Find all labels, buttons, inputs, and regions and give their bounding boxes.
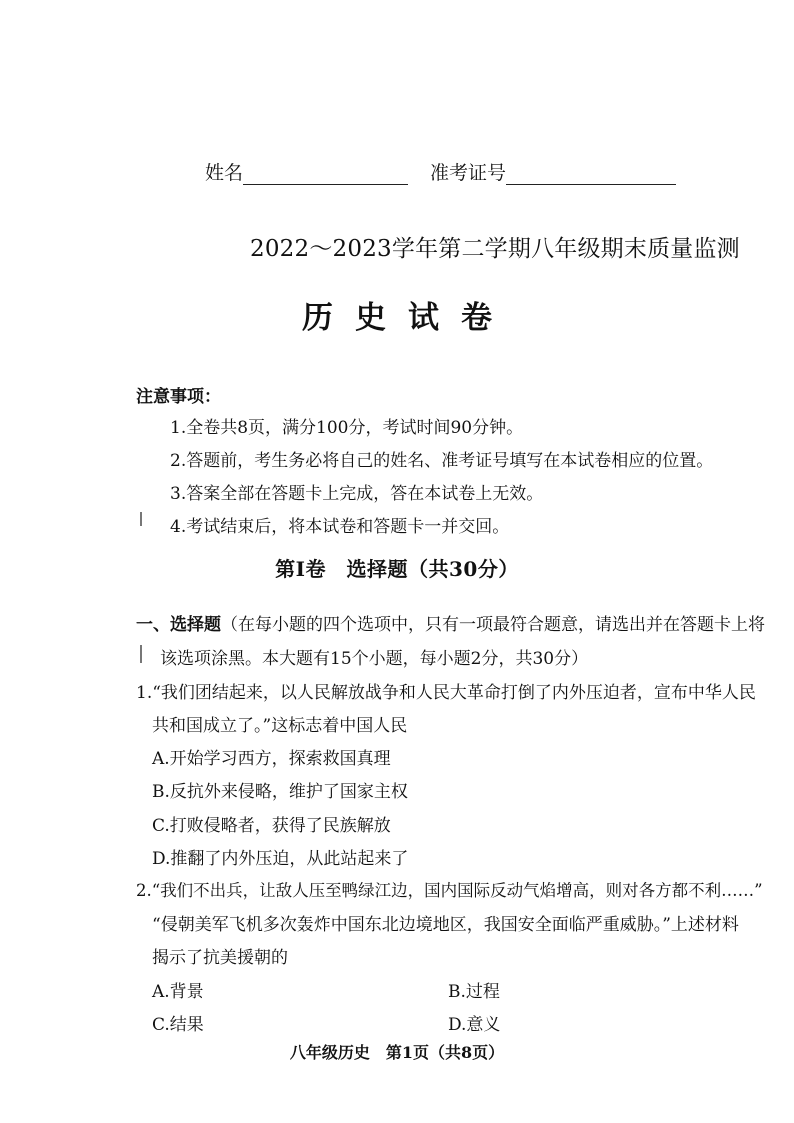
part-one-label: 一、选择题 bbox=[136, 615, 221, 635]
question-2-option-d: D.意义 bbox=[448, 1015, 501, 1035]
section-title: 第Ⅰ卷 选择题（共30分） bbox=[275, 557, 519, 581]
part-one-instruction-line2: 该选项涂黑。本大题有15个小题，每小题2分，共30分） bbox=[160, 649, 589, 669]
name-label: 姓名 bbox=[205, 162, 244, 184]
exam-id-blank bbox=[506, 166, 676, 185]
question-2-stem-cont: 揭示了抗美援朝的 bbox=[152, 948, 288, 968]
question-2-option-c: C.结果 bbox=[152, 1015, 204, 1035]
question-1-option-c: C.打败侵略者，获得了民族解放 bbox=[152, 816, 391, 836]
scan-mark bbox=[140, 512, 142, 526]
question-1-option-b: B.反抗外来侵略，维护了国家主权 bbox=[152, 782, 408, 802]
scan-mark bbox=[140, 645, 142, 663]
notice-item: 1.全卷共8页，满分100分，考试时间90分钟。 bbox=[170, 418, 524, 438]
question-2-stem: 2.“我们不出兵，让敌人压至鸭绿江边，国内国际反动气焰增高，则对各方都不利……” bbox=[136, 881, 763, 900]
question-2-option-a: A.背景 bbox=[152, 982, 204, 1002]
exam-subtitle: 2022～2023学年第二学期八年级期末质量监测 bbox=[250, 236, 740, 262]
question-1-stem: 1.“我们团结起来，以人民解放战争和人民大革命打倒了内外压迫者，宣布中华人民 bbox=[136, 683, 756, 703]
part-one-instruction-line1: （在每小题的四个选项中，只有一项最符合题意，请选出并在答题卡上将 bbox=[221, 615, 765, 635]
name-blank bbox=[243, 166, 408, 185]
question-1-option-a: A.开始学习西方，探索救国真理 bbox=[152, 749, 391, 769]
candidate-info-line bbox=[205, 158, 676, 185]
question-2-stem-cont: “侵朝美军飞机多次轰炸中国东北边境地区，我国安全面临严重威胁。”上述材料 bbox=[152, 915, 739, 935]
notice-heading: 注意事项： bbox=[136, 387, 221, 407]
notice-item: 4.考试结束后，将本试卷和答题卡一并交回。 bbox=[170, 517, 510, 537]
exam-id-label: 准考证号 bbox=[430, 162, 507, 184]
page-footer: 八年级历史 第1页（共8页） bbox=[289, 1043, 505, 1062]
part-one-instruction bbox=[136, 610, 765, 635]
notice-item: 3.答案全部在答题卡上完成，答在本试卷上无效。 bbox=[170, 484, 544, 504]
question-1-stem-cont: 共和国成立了。”这标志着中国人民 bbox=[152, 716, 408, 736]
notice-item: 2.答题前，考生务必将自己的姓名、准考证号填写在本试卷相应的位置。 bbox=[170, 451, 714, 471]
question-1-option-d: D.推翻了内外压迫，从此站起来了 bbox=[152, 849, 409, 869]
question-2-option-b: B.过程 bbox=[448, 982, 500, 1002]
exam-title: 历史试卷 bbox=[302, 300, 514, 336]
